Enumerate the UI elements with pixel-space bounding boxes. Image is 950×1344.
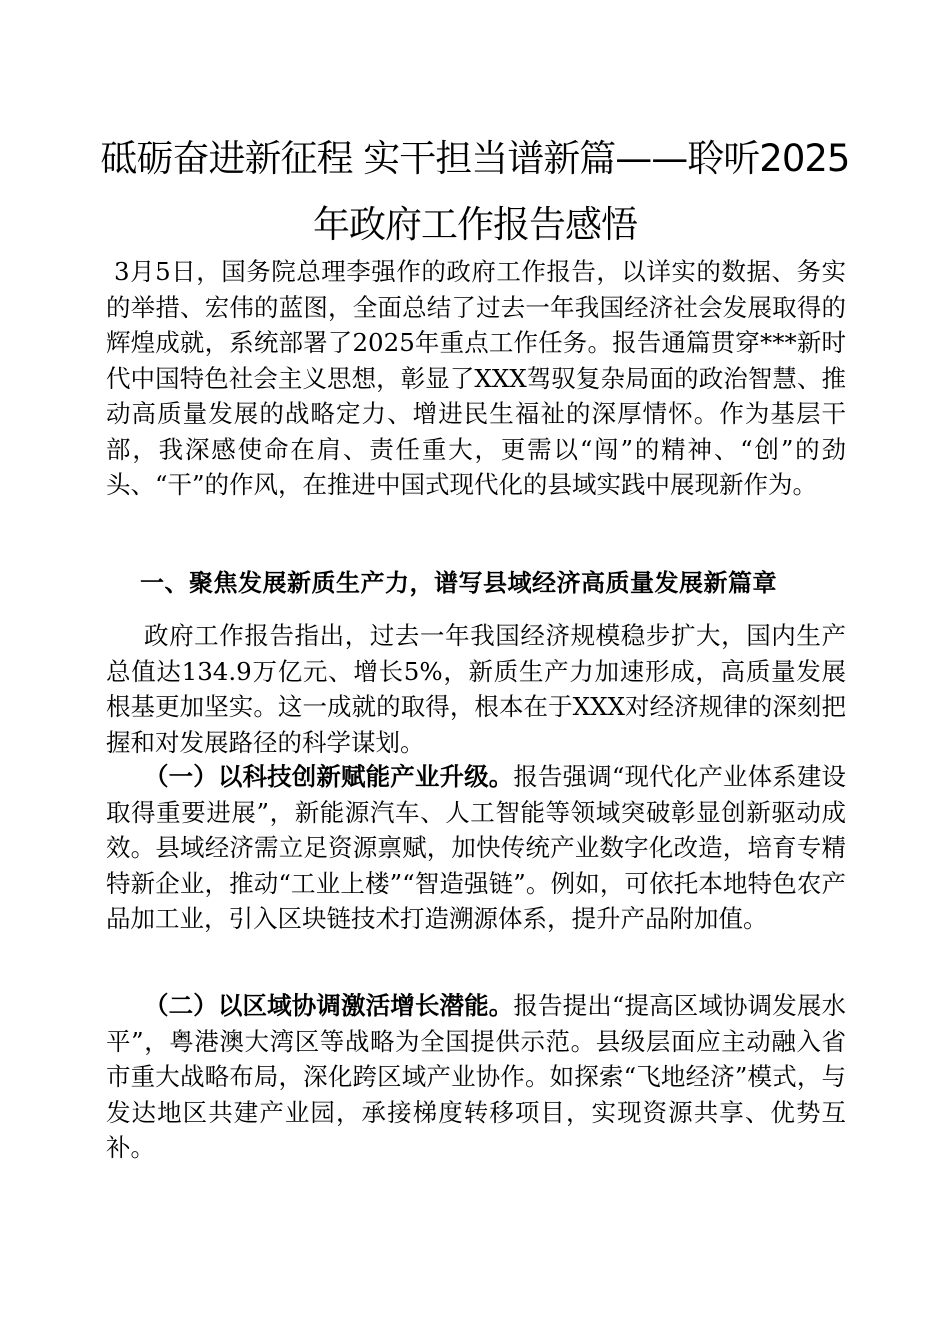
- section-1-heading: 一、聚焦发展新质生产力，谱写县域经济高质量发展新篇章: [140, 569, 777, 597]
- subsection-1-text: 报告强调“现代化产业体系建设取得重要进展”，新能源汽车、人工智能等领域突破彰显创新驱动成效。县域经济需立足资源禀赋，加快传统产业数字化改造，培育专精特新企业，推动“工业上楼”“智造强链”。例如，可依托本地特色农产品加工业，引入区块链技术打造溯源体系，提升产品附加值。: [106, 762, 846, 933]
- subsection-2-heading: （二）以区域协调激活增长潜能。: [144, 991, 514, 1020]
- section-1-paragraph: 政府工作报告指出，过去一年我国经济规模稳步扩大，国内生产总值达134.9万亿元、增长5%，新质生产力加速形成，高质量发展根基更加坚实。这一成就的取得，根本在于XXX对经济规律的深刻把握和对发展路径的科学谋划。: [106, 621, 846, 757]
- subsection-1-heading: （一）以科技创新赋能产业升级。: [144, 762, 514, 791]
- subsection-2-text: 报告提出“提高区域协调发展水平”，粤港澳大湾区等战略为全国提供示范。县级层面应主动融入省市重大战略布局，深化跨区域产业协作。如探索“飞地经济”模式，与发达地区共建产业园，承接梯度转移项目，实现资源共享、优势互补。: [106, 991, 846, 1162]
- intro-paragraph: 3月5日，国务院总理李强作的政府工作报告，以详实的数据、务实的举措、宏伟的蓝图，全面总结了过去一年我国经济社会发展取得的辉煌成就，系统部署了2025年重点工作任务。报告通篇贯穿***新时代中国特色社会主义思想，彰显了XXX驾驭复杂局面的政治智慧、推动高质量发展的战略定力、增进民生福祉的深厚情怀。作为基层干部，我深感使命在肩、责任重大，更需以“闯”的精神、“创”的劲头、“干”的作风，在推进中国式现代化的县域实践中展现新作为。: [106, 257, 846, 499]
- document-title-line-1: 砥砺奋进新征程 实干担当谱新篇——聆听2025: [100, 137, 850, 180]
- document-title-line-2: 年政府工作报告感悟: [313, 203, 637, 246]
- subsection-2-paragraph: [106, 988, 846, 1166]
- subsection-1-paragraph: [106, 759, 846, 937]
